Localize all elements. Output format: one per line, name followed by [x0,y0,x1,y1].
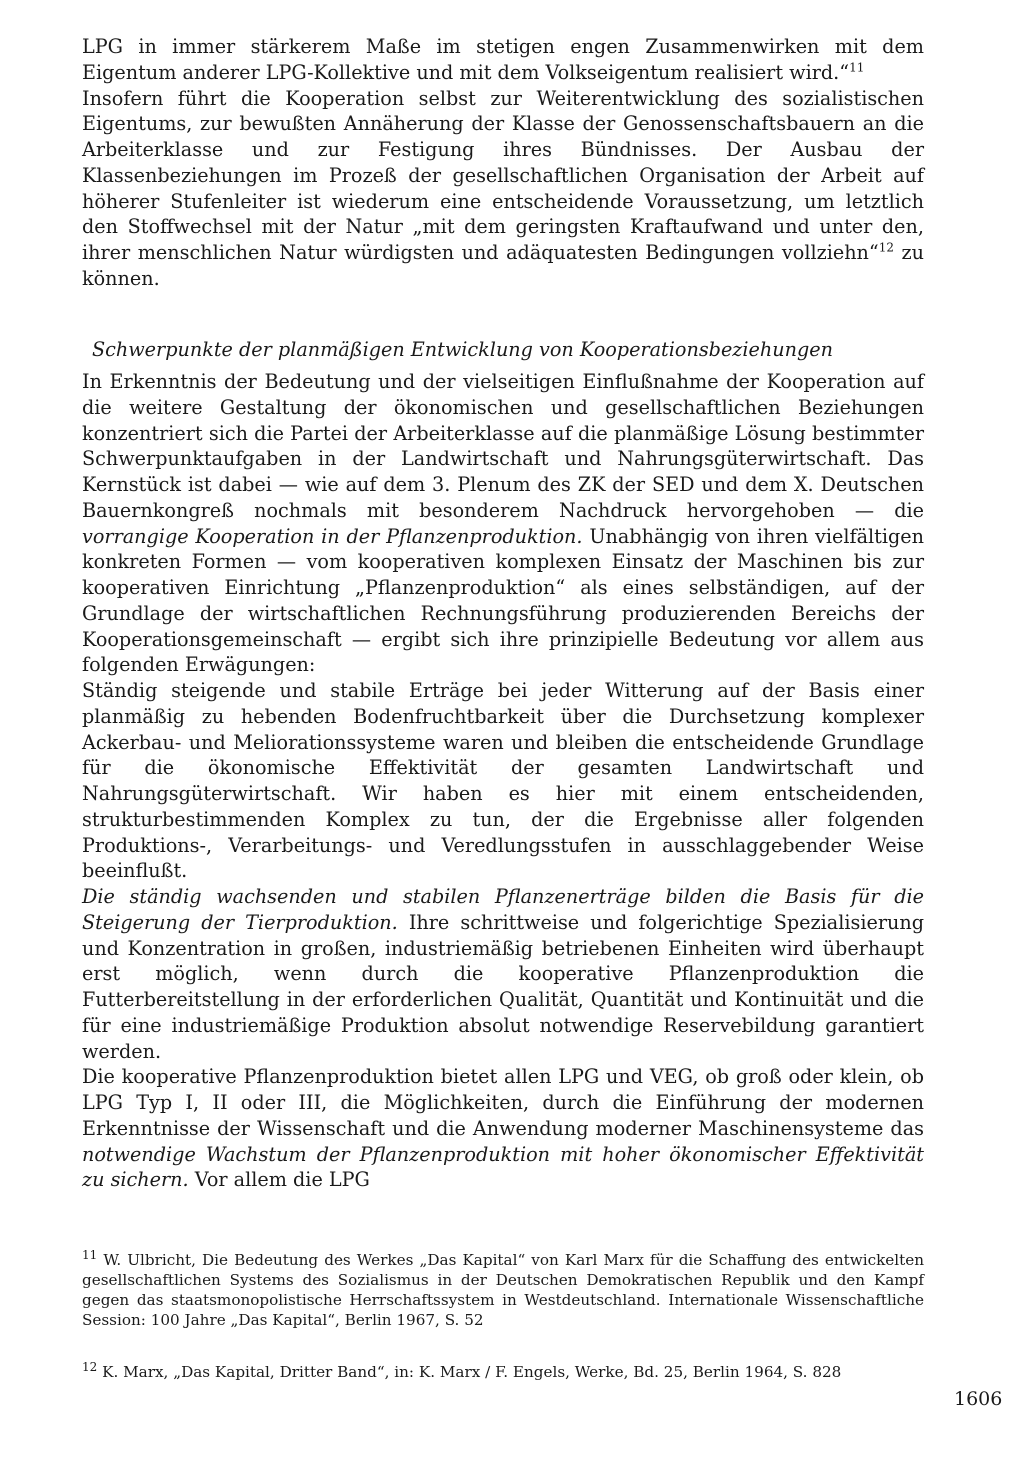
footnote-ref-11: 11 [849,60,865,75]
paragraph-5-text: Ihre schrittweise und folgerichtige Spezialisierung und Konzentration in großen, industriemäßig betriebenen Einheiten wird überhaupt erst möglich, wenn durch die kooperative Pflanzenproduktion die Futterbereitstellung in der erforderlichen Qualität, Quantität und Kontinuität und die für eine industriemäßige Produktion absolut notwendige Reservebildung garantiert werden. [82,910,924,1063]
paragraph-5 [82,884,924,1064]
paragraph-2 [82,86,924,292]
footnote-number: 12 [82,1359,98,1374]
body-text-main [82,369,924,1193]
paragraph-3-text: In Erkenntnis der Bedeutung und der vielseitigen Einflußnahme der Kooperation auf die weitere Gestaltung der ökonomischen und gesellschaftlichen Beziehungen konzentriert sich die Partei der Arbeiterklasse auf die planmäßige Lösung bestimmter Schwerpunktaufgaben in der Landwirtschaft und Nahrungsgüterwirtschaft. Das Kernstück ist dabei — wie auf dem 3. Plenum des ZK der SED und dem X. Deutschen Bauernkongreß nochmals mit besonderem Nachdruck hervorgehoben — die [82,370,924,522]
page-number: 1606 [954,1388,1003,1410]
paragraph-5-emphasis: Die ständig wachsenden und stabilen Pflanzenerträge bilden die Basis für die Steigerung der Tierproduktion. [82,885,924,934]
footnote-ref-12: 12 [878,240,894,255]
paragraph-6-emphasis: notwendige Wachstum der Pflanzenproduktion mit hoher ökonomischer Effektivität zu sichern. [82,1142,924,1192]
paragraph-1-text: LPG in immer stärkerem Maße im stetigen engen Zusammenwirken mit dem Eigentum anderer LPG-Kollektive und mit dem Volkseigentum realisiert wird.“ [82,35,924,84]
paragraph-2-text: Insofern führt die Kooperation selbst zur Weiterentwicklung des sozialistischen Eigentums, zur bewußten Annäherung der Klasse der Genossenschaftsbauern an die Arbeiterklasse und zur Festigung ihres Bündnisses. Der Ausbau der Klassenbeziehungen im Prozeß der gesellschaftlichen Organisation der Arbeit auf höherer Stufenleiter ist wiederum eine entscheidende Voraussetzung, um letztlich den Stoffwechsel mit der Natur „mit dem geringsten Kraftaufwand und unter den, ihrer menschlichen Natur würdigsten und adäquatesten Bedingungen vollziehn“ [82,86,924,264]
footnote-11 [82,1247,924,1330]
body-text-top [82,34,924,292]
paragraph-6 [82,1064,924,1193]
paragraph-3-tail: Unabhängig von ihren vielfältigen konkreten Formen — vom kooperativen komplexen Einsatz der Maschinen bis zur kooperativen Einrichtung „Pflanzenproduktion“ als eines selbständigen, auf der Grundlage der wirtschaftlichen Rechnungsführung produzierenden Bereichs der Kooperationsgemeinschaft — ergibt sich ihre prinzipielle Bedeutung vor allem aus folgenden Erwägungen: [82,524,924,677]
paragraph-2-tail: zu können. [82,241,924,290]
footnote-text: K. Marx, „Das Kapital, Dritter Band“, in: K. Marx / F. Engels, Werke, Bd. 25, Berlin 1964, S. 828 [102,1363,842,1381]
footnote-text: W. Ulbricht, Die Bedeutung des Werkes „Das Kapital“ von Karl Marx für die Schaffung des entwickelten gesellschaftlichen Systems des Sozialismus in der Deutschen Demokratischen Republik und den Kampf gegen das staatsmonopolistische Herrschaftssystem in Westdeutschland. Internationale Wissenschaftliche Session: 100 Jahre „Das Kapital“, Berlin 1967, S. 52 [82,1251,924,1329]
paragraph-3 [82,369,924,678]
paragraph-6-tail: Vor allem die LPG [188,1168,370,1192]
footnote-12 [82,1359,924,1382]
footnote-number: 11 [82,1247,98,1262]
paragraph-4 [82,678,924,884]
paragraph-4-text: Ständig steigende und stabile Erträge bei jeder Witterung auf der Basis einer planmäßig zu hebenden Bodenfruchtbarkeit über die Durchsetzung komplexer Ackerbau- und Meliorationssysteme waren und bleiben die entscheidende Grundlage für die ökonomische Effektivität der gesamten Landwirtschaft und Nahrungsgüterwirtschaft. Wir haben es hier mit einem entscheidenden, strukturbestimmenden Komplex zu tun, der die Ergebnisse aller folgenden Produktions-, Verarbeitungs- und Veredlungsstufen in ausschlaggebender Weise beeinflußt. [82,679,924,883]
paragraph-3-emphasis: vorrangige Kooperation in der Pflanzenproduktion. [82,524,583,548]
paragraph-6-text: Die kooperative Pflanzenproduktion bietet allen LPG und VEG, ob groß oder klein, ob LPG Typ I, II oder III, die Möglichkeiten, durch die Einführung der modernen Erkenntnisse der Wissenschaft und die Anwendung moderner Maschinensysteme das [82,1065,924,1140]
paragraph-1 [82,34,924,86]
section-heading: Schwerpunkte der planmäßigen Entwicklung von Kooperationsbeziehungen [92,338,833,361]
